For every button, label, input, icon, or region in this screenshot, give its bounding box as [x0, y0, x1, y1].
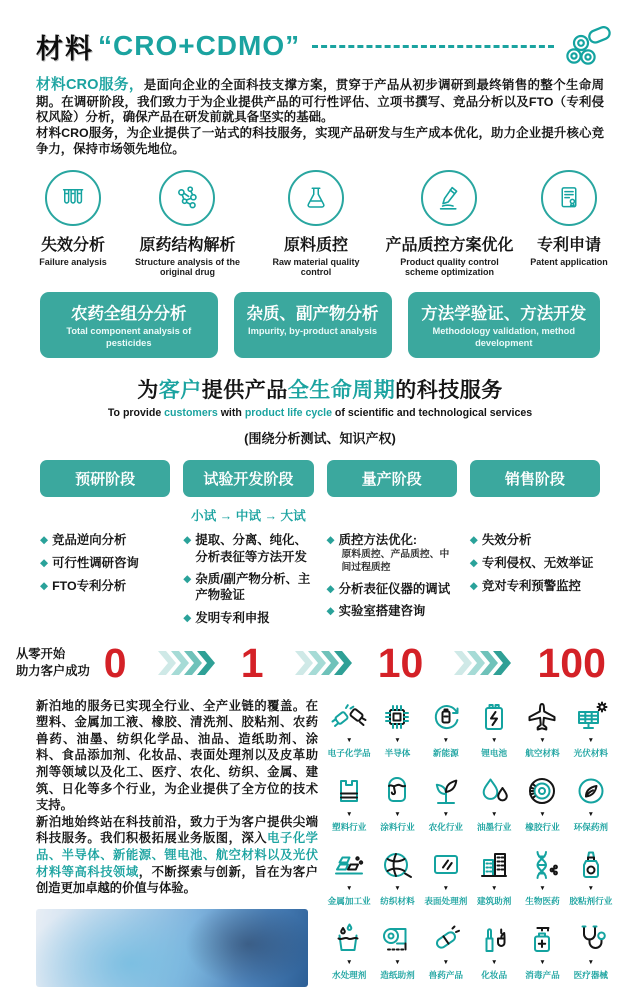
poster-page: [0, 26, 640, 981]
capability-box-subtitle: Methodology validation, method development: [432, 326, 576, 348]
industry-item: [374, 772, 420, 839]
plug-icon: [331, 698, 367, 736]
triangle-down-icon: ▼: [345, 884, 353, 892]
chevron-arrows-icon: [291, 651, 351, 675]
service-item: [128, 170, 246, 279]
title-segment: 全生命周期: [287, 379, 396, 403]
diamond-bullet-icon: ◆: [183, 573, 192, 586]
industry-item: [568, 772, 614, 839]
industry-label: 消毒产品: [525, 970, 560, 981]
diamond-bullet-icon: ◆: [40, 534, 49, 547]
glue-icon: [573, 846, 609, 884]
solar-icon: [573, 698, 609, 736]
stage-bullet-text: 竞对专利预警监控: [481, 578, 581, 593]
triangle-down-icon: ▼: [394, 810, 401, 818]
diamond-bullet-icon: ◆: [469, 534, 478, 547]
industry-label: 塑料行业: [331, 822, 367, 833]
paper-roll-icon: [379, 920, 415, 958]
industry-label: 电子化学品: [327, 748, 371, 759]
hand-pen-icon: [421, 170, 477, 226]
stage-bullet-item: [470, 532, 600, 549]
diamond-bullet-icon: ◆: [326, 582, 335, 595]
about-p2-accent: 电子化学品、半导体、新能源、锂电池、航空材料以及光伏材料等高科技领域: [36, 831, 318, 879]
industry-item: [471, 846, 517, 913]
sanitizer-icon: [524, 920, 560, 958]
triangle-down-icon: ▼: [539, 736, 546, 744]
capability-box-subtitle: Total component analysis of pesticides: [66, 326, 192, 348]
intro-paragraph-2: 材料CRO服务，为企业提供了一站式的科技服务，实现产品研发与生产成本优化，助力企业提升核心竞争力，保持市场领先地位。: [36, 126, 604, 156]
diamond-bullet-icon: ◆: [469, 579, 478, 592]
industry-item: [519, 920, 565, 987]
industry-item: [568, 698, 614, 765]
service-item: [28, 170, 118, 279]
industry-label: 光伏材料: [573, 748, 609, 759]
service-title: 产品质控方案优化: [385, 236, 514, 254]
diamond-bullet-icon: ◆: [326, 534, 335, 547]
test-tubes-icon: [45, 170, 101, 226]
services-row: [28, 170, 614, 279]
triangle-down-icon: ▼: [539, 958, 546, 966]
stage-bullet-text: 失效分析: [481, 533, 532, 548]
triangle-down-icon: ▼: [539, 810, 546, 818]
industry-label: 医疗器械: [573, 970, 609, 981]
stages-row: [40, 460, 600, 626]
stage-bullet-text: 专利侵权、无效举证: [481, 556, 594, 571]
intro-lead: 材料CRO服务，: [36, 77, 144, 93]
industry-item: [374, 920, 420, 987]
about-paragraph-2: [36, 814, 318, 897]
service-subtitle: Structure analysis of the original drug: [134, 256, 240, 278]
title-segment: 提供产品: [201, 379, 288, 403]
triangle-down-icon: ▼: [442, 884, 450, 892]
surface-icon: [428, 846, 464, 884]
stage-bullet-text: 质控方法优化:: [338, 533, 418, 548]
eco-leaf-icon: [573, 772, 609, 810]
about-paragraph-1: 新泊地的服务已实现全行业、全产业链的覆盖。在塑料、金属加工液、橡胶、清洗剂、胶粘剂、农药兽药、油墨、纺织化学品、油品、造纸助剂、涂料、食品添加剂、化妆品、表面处理剂以及皮革助剂等领域以及化工、医疗、农化、纺织、金属、建筑、日化等多个行业，为企业提供了全方位的技术支持。: [36, 698, 318, 813]
stage-bullet-text: 实验室搭建咨询: [338, 604, 426, 619]
industry-item: [326, 920, 372, 987]
stage-bullet-item: [183, 571, 313, 604]
growth-tagline-line2: 助力客户成功: [16, 664, 90, 679]
stage-bullet-item: [40, 555, 170, 572]
triangle-down-icon: ▼: [442, 958, 450, 966]
stage-subheader: [470, 505, 600, 526]
service-subtitle: Raw material quality control: [272, 256, 360, 278]
stage-bullet-text: 提取、分离、纯化、分析表征等方法开发: [195, 533, 307, 564]
certificate-icon: [541, 170, 597, 226]
stage-bullet-item: [183, 532, 313, 565]
pipes-icon: [564, 26, 612, 66]
growth-number: 10: [377, 639, 424, 686]
water-icon: [331, 920, 367, 958]
industry-label: 化妆品: [481, 970, 508, 981]
industry-item: [471, 920, 517, 987]
stage-column: [40, 460, 170, 626]
service-subtitle: Patent application: [530, 256, 608, 267]
stage-bullet-text: 可行性调研咨询: [52, 556, 139, 571]
triangle-down-icon: ▼: [394, 958, 401, 966]
about-p2-pre: 新泊地始终站在科技前沿，致力于为客户提供尖端科技服务。我们积极拓展业务版图，深入: [36, 814, 318, 846]
chevron-arrows-icon: [154, 651, 214, 675]
stage-bullet-item: [183, 610, 313, 627]
triangle-down-icon: ▼: [394, 736, 401, 744]
capability-box: [234, 292, 392, 358]
growth-numbers: [103, 639, 606, 686]
title-segment: of scientific and technological services: [331, 407, 533, 420]
industry-label: 胶粘剂行业: [569, 896, 613, 907]
bottom-section: [36, 698, 614, 987]
dna-icon: [524, 846, 560, 884]
stage-subheader: [327, 505, 457, 526]
industry-label: 橡胶行业: [525, 822, 560, 833]
stage-bullet-item: [327, 581, 457, 598]
about-p2-post: ，不断探索与创新，旨在为客户创造更加卓越的价值与体验。: [36, 864, 318, 896]
triangle-down-icon: ▼: [345, 958, 353, 966]
industry-label: 表面处理剂: [424, 896, 468, 907]
capability-box: [408, 292, 600, 358]
industry-item: [471, 772, 517, 839]
industry-label: 造纸助剂: [380, 970, 415, 981]
industry-label: 油墨行业: [476, 822, 512, 833]
about-column: [36, 698, 318, 987]
growth-strip: [16, 639, 606, 686]
title-segment: 为: [137, 379, 159, 403]
header-dashed-line: [312, 45, 554, 48]
service-item: [257, 170, 375, 279]
industry-item: [423, 698, 469, 765]
stage-header: 试验开发阶段: [183, 460, 313, 497]
stage-column: [183, 460, 313, 626]
tire-icon: [524, 772, 560, 810]
capability-box: [40, 292, 218, 358]
triangle-down-icon: ▼: [345, 736, 353, 744]
capability-box-title: 杂质、副产物分析: [246, 305, 379, 324]
service-item: [524, 170, 614, 279]
about-text: [36, 698, 318, 897]
industry-label: 纺织材料: [380, 896, 415, 907]
molecule-icon: [159, 170, 215, 226]
industry-item: [519, 846, 565, 913]
industry-label: 金属加工业: [327, 896, 371, 907]
stage-bullet-text: 发明专利申报: [195, 610, 270, 625]
plastic-icon: [331, 772, 367, 810]
stage-column: [327, 460, 457, 626]
title-segment: To provide: [107, 407, 165, 420]
stage-bullet-item: [470, 555, 600, 572]
triangle-down-icon: ▼: [394, 884, 401, 892]
growth-number: 100: [537, 639, 606, 686]
industry-label: 水处理剂: [331, 970, 367, 981]
industry-item: [374, 846, 420, 913]
service-title: 原药结构解析: [139, 236, 236, 254]
stage-bullet-text: FTO专利分析: [52, 578, 127, 593]
stage-bullet-text: 杂质/副产物分析、主产物验证: [195, 572, 311, 603]
plant-icon: [428, 772, 464, 810]
industry-item: [326, 772, 372, 839]
triangle-down-icon: ▼: [490, 810, 498, 818]
cosmetics-icon: [476, 920, 512, 958]
flask-icon: [288, 170, 344, 226]
growth-tagline-line1: 从零开始: [16, 646, 66, 661]
triangle-down-icon: ▼: [345, 810, 353, 818]
industry-label: 兽药产品: [428, 970, 464, 981]
capability-box-title: 农药全组分分析: [71, 305, 187, 324]
industry-label: 涂料行业: [380, 822, 415, 833]
stage-subheader: 小试 → 中试 → 大试: [191, 509, 306, 524]
intro-paragraph-1: [36, 76, 604, 126]
page-title-en: “CRO+CDMO”: [98, 30, 301, 61]
service-item: [385, 170, 513, 279]
diamond-bullet-icon: ◆: [40, 557, 49, 570]
industry-label: 新能源: [432, 748, 459, 759]
title-segment: with: [217, 407, 245, 420]
stethoscope-icon: [573, 920, 609, 958]
stage-bullet-item: [470, 578, 600, 595]
stage-bullet-item: [40, 532, 170, 549]
chip-icon: [379, 698, 415, 736]
lab-photo-image: [36, 909, 308, 987]
ink-icon: [476, 772, 512, 810]
title-segment: 的科技服务: [395, 379, 503, 403]
capsule-icon: [428, 920, 464, 958]
triangle-down-icon: ▼: [490, 736, 498, 744]
growth-number: 0: [103, 639, 127, 686]
metal-icon: [331, 846, 367, 884]
stage-bullet-item: [40, 578, 170, 595]
industry-label: 航空材料: [525, 748, 560, 759]
industry-item: [374, 698, 420, 765]
industry-label: 生物医药: [525, 896, 560, 907]
title-segment: 客户: [158, 379, 202, 403]
triangle-down-icon: ▼: [587, 884, 595, 892]
diamond-bullet-icon: ◆: [183, 534, 192, 547]
diamond-bullet-icon: ◆: [40, 579, 49, 592]
industry-item: [423, 920, 469, 987]
industry-item: [423, 846, 469, 913]
stage-header: 预研阶段: [40, 460, 170, 497]
industry-label: 半导体: [384, 748, 411, 759]
capability-box-title: 方法学验证、方法开发: [421, 305, 587, 324]
diamond-bullet-icon: ◆: [326, 605, 335, 618]
stage-header: 销售阶段: [470, 460, 600, 497]
triangle-down-icon: ▼: [490, 958, 498, 966]
industry-item: [326, 698, 372, 765]
lifecycle-note: (围绕分析测试、知识产权): [244, 431, 396, 447]
title-segment: product life cycle: [244, 407, 332, 420]
stage-subheader: [40, 505, 170, 526]
industry-label: 建筑助剂: [476, 896, 512, 907]
paint-icon: [379, 772, 415, 810]
triangle-down-icon: ▼: [539, 884, 546, 892]
growth-number: 1: [240, 639, 264, 686]
capability-box-subtitle: Impurity, by-product analysis: [248, 326, 377, 337]
triangle-down-icon: ▼: [442, 810, 450, 818]
service-title: 原料质控: [283, 236, 348, 254]
intro-p1-rest: 是面向企业的全面科技支撑方案，贯穿于产品从初步调研到最终销售的整个生命周期。在调研阶段，我们致力于为企业提供产品的可行性评估、立项书撰写、竞品分析以及FTO（专利侵权风险）分析，确保产品在研发前就具备坚实的基础。: [36, 78, 605, 125]
service-subtitle: Product quality control scheme optimization: [400, 256, 499, 278]
new-energy-icon: [428, 698, 464, 736]
industry-item: [423, 772, 469, 839]
triangle-down-icon: ▼: [442, 736, 450, 744]
triangle-down-icon: ▼: [587, 958, 595, 966]
building-icon: [476, 846, 512, 884]
triangle-down-icon: ▼: [587, 736, 595, 744]
plane-icon: [524, 698, 560, 736]
stage-bullet-text: 分析表征仪器的调试: [338, 581, 451, 596]
industry-label: 锂电池: [481, 748, 508, 759]
chevron-arrows-icon: [450, 651, 510, 675]
triangle-down-icon: ▼: [490, 884, 498, 892]
stage-bullet-subtext: 原料质控、产品质控、中间过程质控: [341, 549, 450, 573]
stage-bullet-item: [327, 603, 457, 620]
lifecycle-title: [0, 374, 640, 404]
triangle-down-icon: ▼: [587, 810, 595, 818]
stage-header: 量产阶段: [327, 460, 457, 497]
battery-icon: [476, 698, 512, 736]
industry-label: 农化行业: [428, 822, 464, 833]
service-title: 失效分析: [40, 236, 105, 254]
industry-item: [326, 846, 372, 913]
industry-item: [519, 698, 565, 765]
lifecycle-subtitle: [0, 407, 640, 419]
header: [36, 26, 612, 66]
service-subtitle: Failure analysis: [39, 256, 107, 267]
diamond-bullet-icon: ◆: [469, 557, 478, 570]
industry-item: [519, 772, 565, 839]
industry-item: [471, 698, 517, 765]
intro-text: [36, 76, 604, 158]
page-title-zh: 材料: [36, 33, 94, 64]
industries-grid: [326, 698, 614, 987]
yarn-icon: [379, 846, 415, 884]
stage-bullet-item: [327, 532, 457, 549]
industry-item: [568, 846, 614, 913]
service-title: 专利申请: [536, 236, 601, 254]
industry-item: [568, 920, 614, 987]
stage-column: [470, 460, 600, 626]
industry-label: 环保药剂: [573, 822, 609, 833]
growth-tagline: [16, 646, 90, 680]
diamond-bullet-icon: ◆: [183, 611, 192, 624]
capability-boxes-row: [40, 292, 600, 358]
stage-bullet-text: 竞品逆向分析: [52, 533, 127, 548]
title-segment: customers: [164, 407, 218, 420]
